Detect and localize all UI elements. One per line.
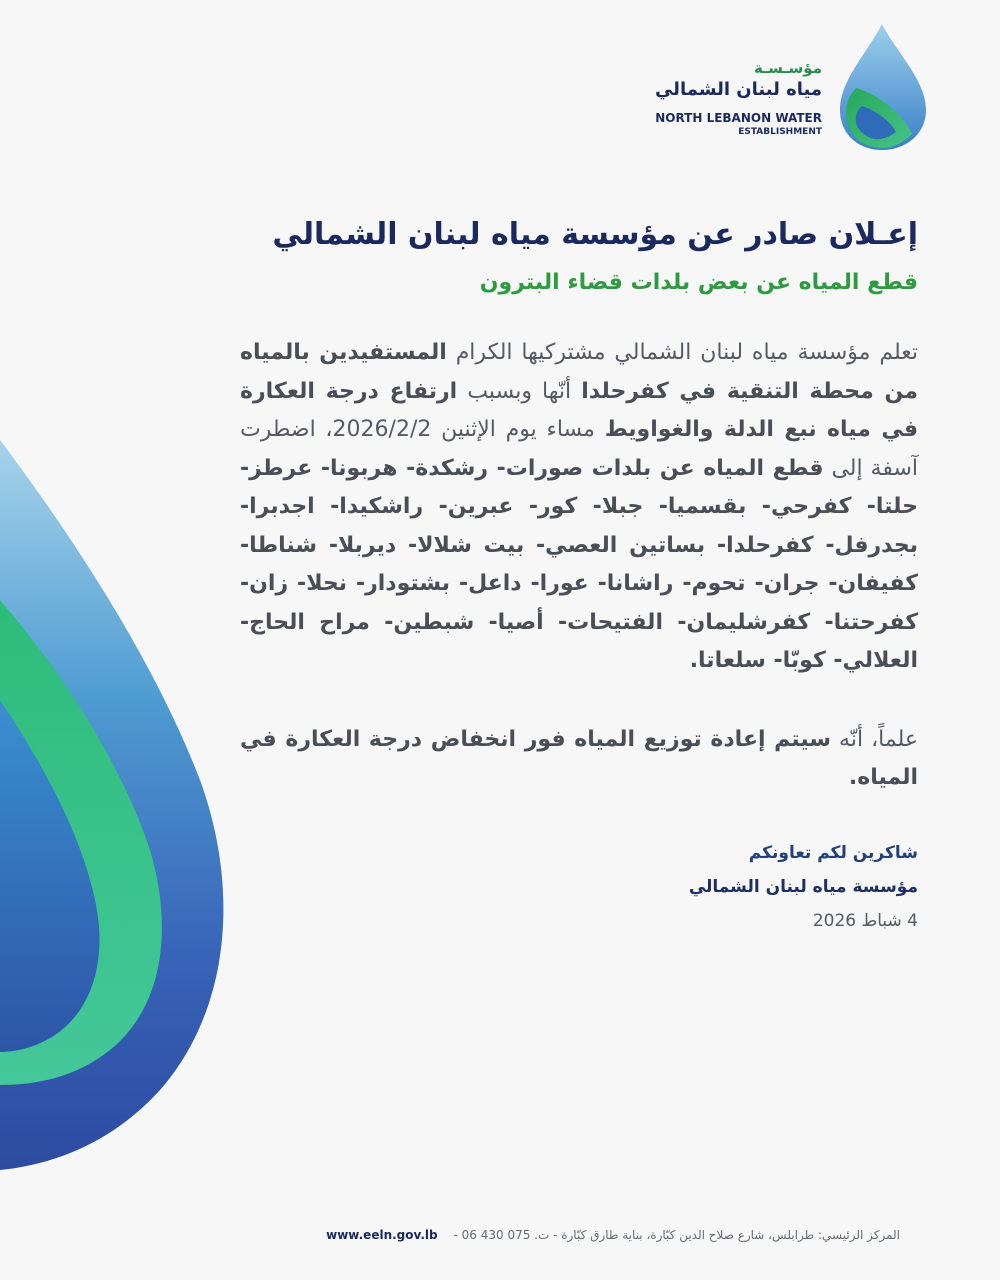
signature-block — [240, 836, 918, 938]
announcement-paragraph-1 — [240, 334, 918, 681]
signature-org: مؤسسة مياه لبنان الشمالي — [688, 876, 918, 897]
announcement-paragraph-2 — [240, 721, 918, 798]
p1-bold-3-villages: قطع المياه عن بلدات صورات- رشكدة- هربونا- عرطز- حلتا- كفرحي- بقسميا- جبلا- كور- عبرين- راشكيدا- اجدبرا- بجدرفل- كفرحلدا- بساتين العصي- بيت شلالا- ديربلا- شناطا- كفيفان- جران- تحوم- راشانا- عورا- داعل- بشتودار- نحلا- زان- كفرحتنا- كفرشليمان- الفتيحات- أصيا- شبطين- مراح الحاج- العلالي- كوبّا- سلعاتا. — [240, 455, 918, 673]
decorative-water-drop — [0, 0, 240, 1280]
p1-text-2: أنّها وبسبب — [457, 378, 582, 404]
announcement-content — [240, 210, 918, 938]
logo-org-arabic-name: مياه لبنان الشمالي — [654, 79, 822, 100]
logo-org-english-sub: ESTABLISHMENT — [738, 127, 822, 137]
signature-date: 4 شباط 2026 — [812, 910, 918, 931]
water-drop-icon — [834, 22, 930, 152]
page-footer — [326, 1228, 900, 1242]
footer-website-link[interactable]: www.eeln.gov.lb — [326, 1228, 438, 1242]
p1-bold-1: المستفيدين بالمياه من محطة التنقية في كفرحلدا — [240, 340, 918, 404]
p1-text-1: تعلم مؤسسة مياه لبنان الشمالي مشتركيها الكرام — [446, 340, 918, 365]
p2-text-1: علماً، أنّه — [831, 726, 918, 752]
p2-bold-1: سيتم إعادة توزيع المياه فور انخفاض درجة العكارة في المياه. — [240, 726, 918, 790]
org-logo — [430, 22, 930, 162]
announcement-title: إعـلان صادر عن مؤسسة مياه لبنان الشمالي — [272, 217, 918, 252]
p1-text-3: مساء يوم الإثنين 2026/2/2، اضطرت آسفة إلى — [240, 417, 919, 481]
announcement-subtitle: قطع المياه عن بعض بلدات قضاء البترون — [479, 270, 918, 295]
footer-address: المركز الرئيسي: طرابلس، شارع صلاح الدين كبّارة، بناية طارق كبّارة - ت. 075 430 06 - — [453, 1228, 900, 1242]
logo-org-arabic-top: مؤسـسـة — [753, 59, 822, 77]
logo-org-english-name: NORTH LEBANON WATER — [655, 111, 822, 125]
p1-bold-2: ارتفاع درجة العكارة في مياه نبع الدلة والغواويط — [240, 378, 918, 442]
signature-thanks: شاكرين لكم تعاونكم — [748, 842, 918, 863]
